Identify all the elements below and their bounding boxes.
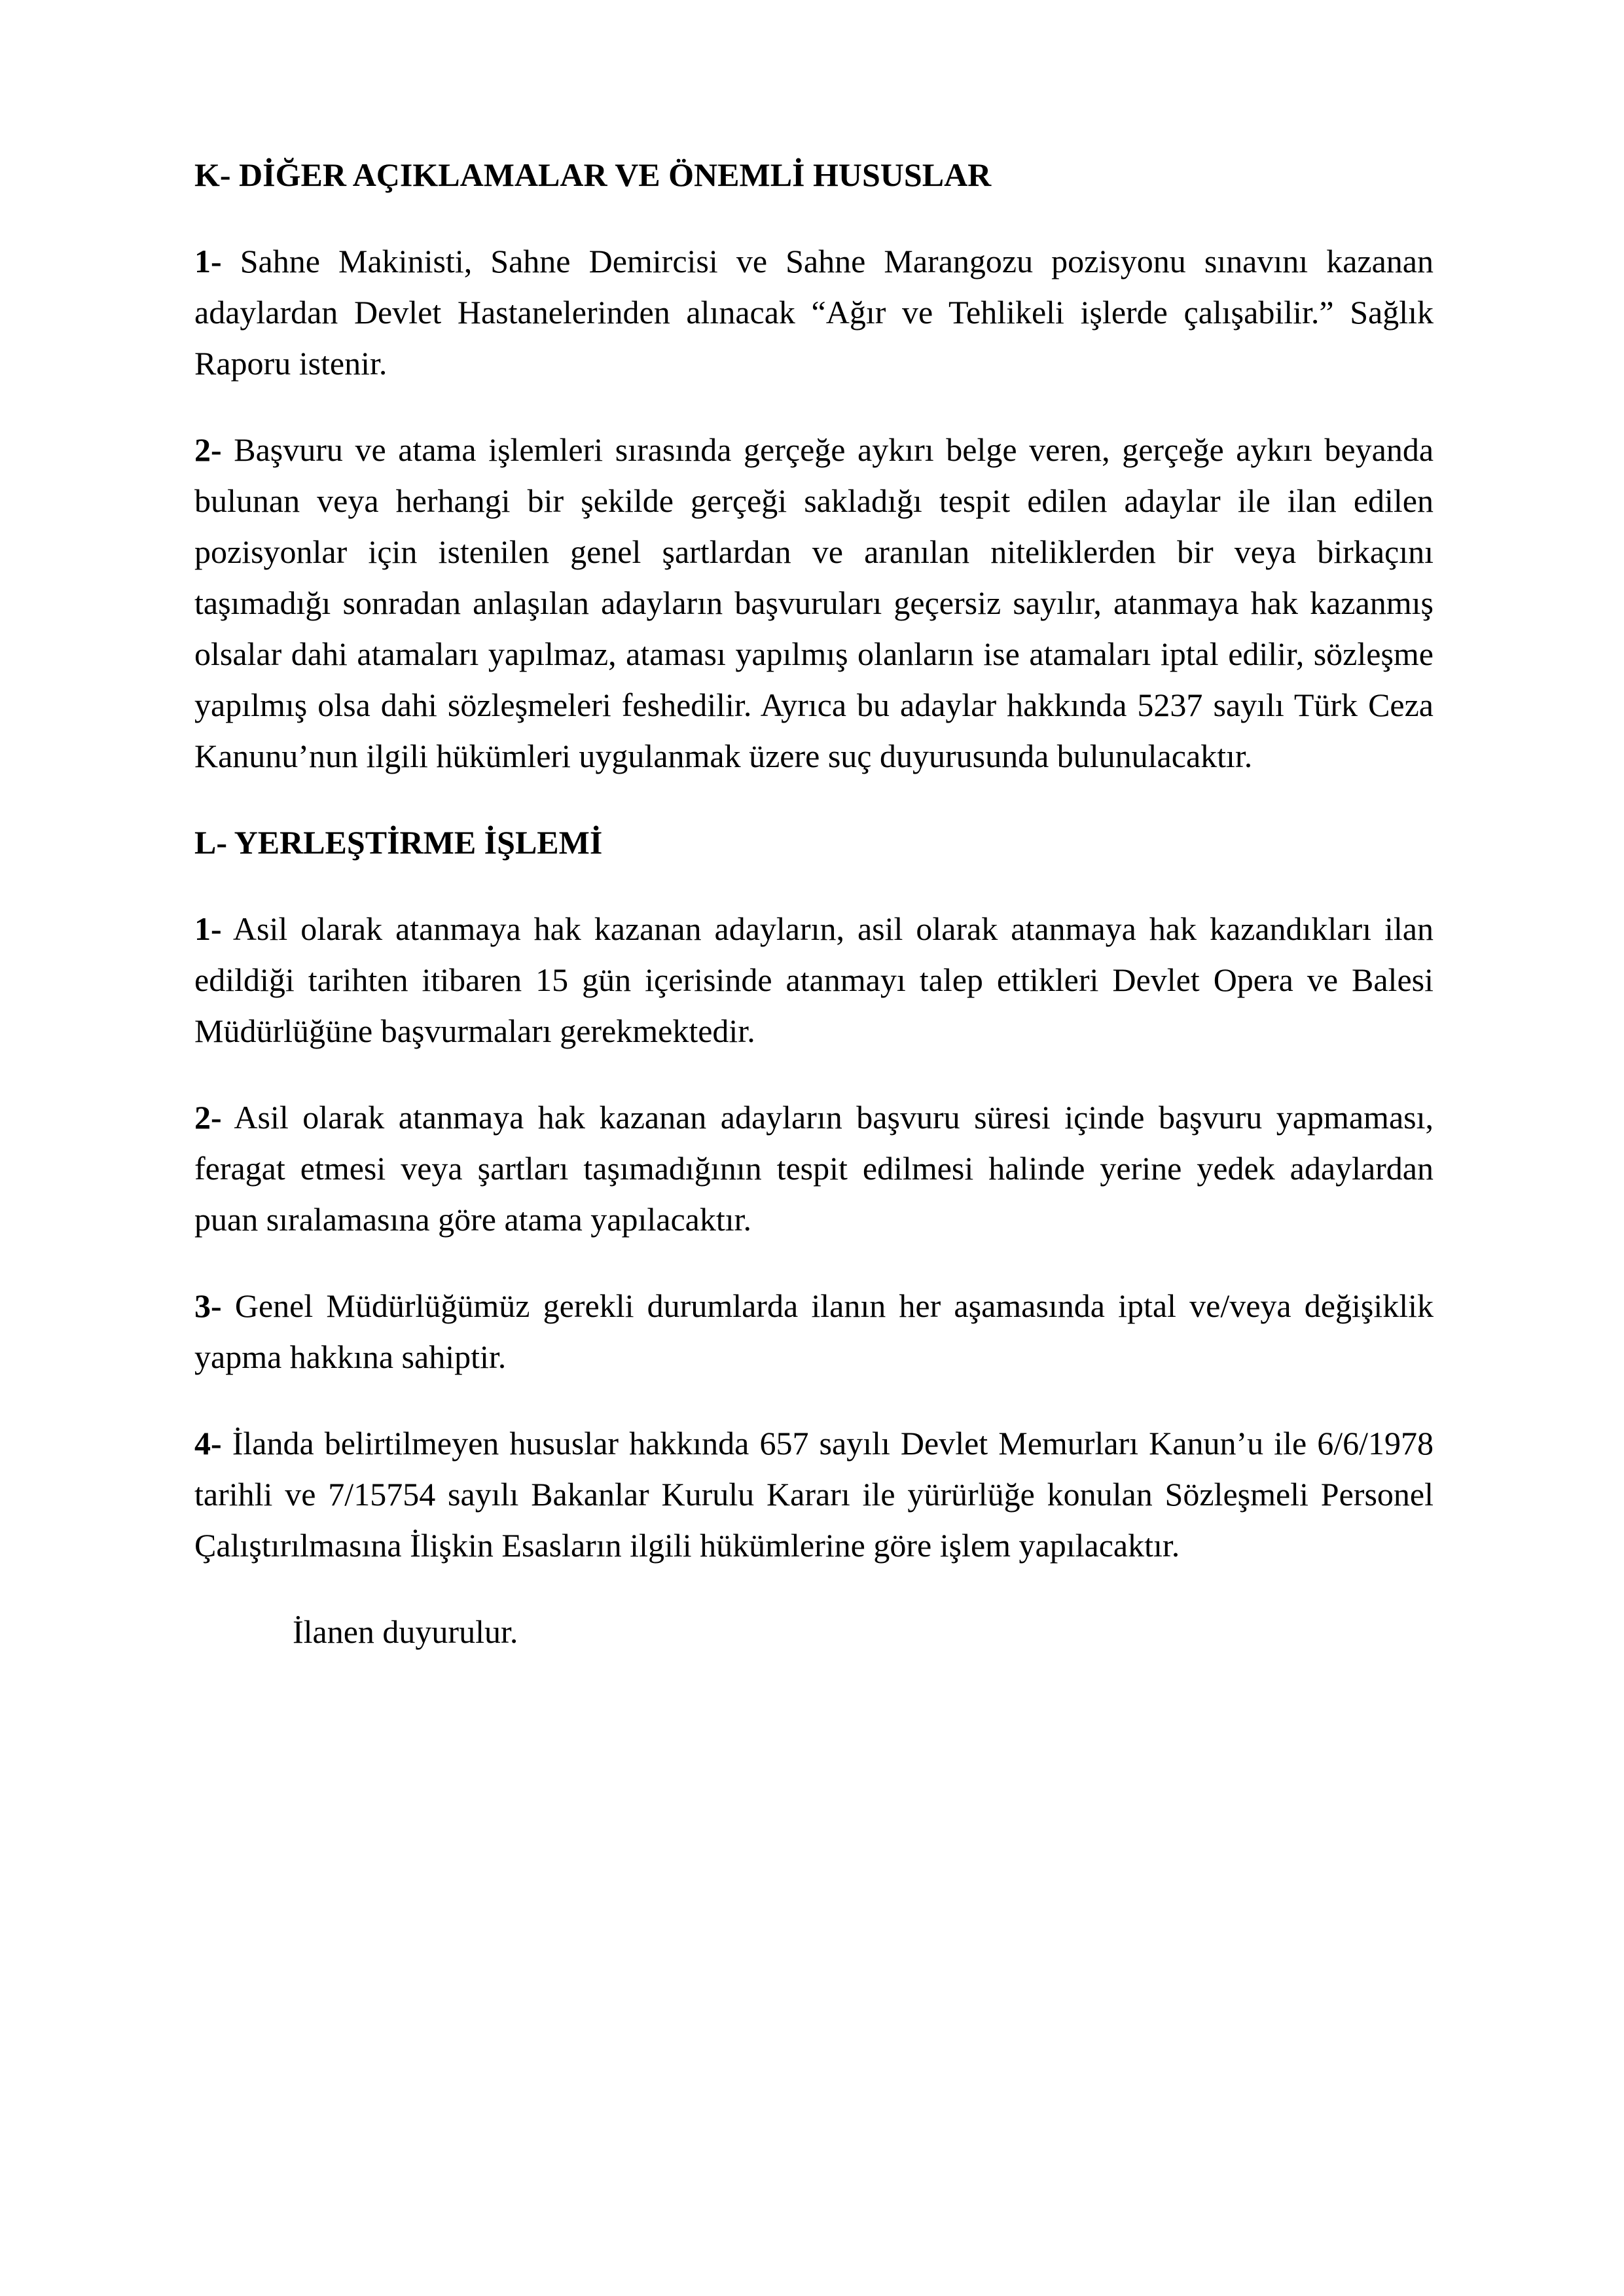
paragraph-l-4-text: İlanda belirtilmeyen hususlar hakkında 657 sayılı Devlet Memurları Kanun’u ile 6/6/1978 tarihli ve 7/15754 sayılı Bakanlar Kurulu Kararı ile yürürlüğe konulan Sözleşmeli Personel Çalıştırılmasına İlişkin Esasların ilgili hükümlerine göre işlem yapılacaktır. [194, 1425, 1434, 1564]
paragraph-l-1-text: Asil olarak atanmaya hak kazanan adayların, asil olarak atanmaya hak kazandıkları ilan edildiği tarihten itibaren 15 gün içerisinde atanmayı talep ettikleri Devlet Opera ve Balesi Müdürlüğüne başvurmaları gerekmektedir. [194, 910, 1434, 1049]
paragraph-l-3-text: Genel Müdürlüğümüz gerekli durumlarda ilanın her aşamasında iptal ve/veya değişiklik yapma hakkına sahiptir. [194, 1287, 1434, 1375]
paragraph-l-3-number: 3- [194, 1287, 222, 1324]
paragraph-k-1-number: 1- [194, 243, 222, 279]
paragraph-l-4-number: 4- [194, 1425, 222, 1462]
section-heading-k: K- DİĞER AÇIKLAMALAR VE ÖNEMLİ HUSUSLAR [194, 156, 992, 193]
paragraph-k-1-text: Sahne Makinisti, Sahne Demircisi ve Sahne Marangozu pozisyonu sınavını kazanan adaylardan Devlet Hastanelerinden alınacak “Ağır ve Tehlikeli işlerde çalışabilir.” Sağlık Raporu istenir. [194, 243, 1434, 382]
paragraph-k-2 [194, 424, 1434, 781]
paragraph-l-2 [194, 1092, 1434, 1245]
paragraph-l-2-text: Asil olarak atanmaya hak kazanan adayların başvuru süresi içinde başvuru yapmaması, feragat etmesi veya şartları taşımadığının tespit edilmesi halinde yerine yedek adaylardan puan sıralamasına göre atama yapılacaktır. [194, 1099, 1434, 1238]
paragraph-l-1 [194, 903, 1434, 1056]
paragraph-l-3 [194, 1280, 1434, 1382]
paragraph-k-2-text: Başvuru ve atama işlemleri sırasında gerçeğe aykırı belge veren, gerçeğe aykırı beyanda bulunan veya herhangi bir şekilde gerçeği sakladığı tespit edilen adaylar ile ilan edilen pozisyonlar için istenilen genel şartlardan ve aranılan niteliklerden bir veya birkaçını taşımadığı sonradan anlaşılan adayların başvuruları geçersiz sayılır, atanmaya hak kazanmış olsalar dahi atamaları yapılmaz, ataması yapılmış olanların ise atamaları iptal edilir, sözleşme yapılmış olsa dahi sözleşmeleri feshedilir. Ayrıca bu adaylar hakkında 5237 sayılı Türk Ceza Kanunu’nun ilgili hükümleri uygulanmak üzere suç duyurusunda bulunulacaktır. [194, 431, 1434, 774]
section-heading-l: L- YERLEŞTİRME İŞLEMİ [194, 824, 603, 861]
paragraph-k-2-number: 2- [194, 431, 222, 468]
closing-line: İlanen duyurulur. [293, 1613, 518, 1650]
paragraph-l-1-number: 1- [194, 910, 222, 947]
paragraph-l-4 [194, 1418, 1434, 1571]
paragraph-l-2-number: 2- [194, 1099, 222, 1136]
paragraph-k-1 [194, 236, 1434, 389]
